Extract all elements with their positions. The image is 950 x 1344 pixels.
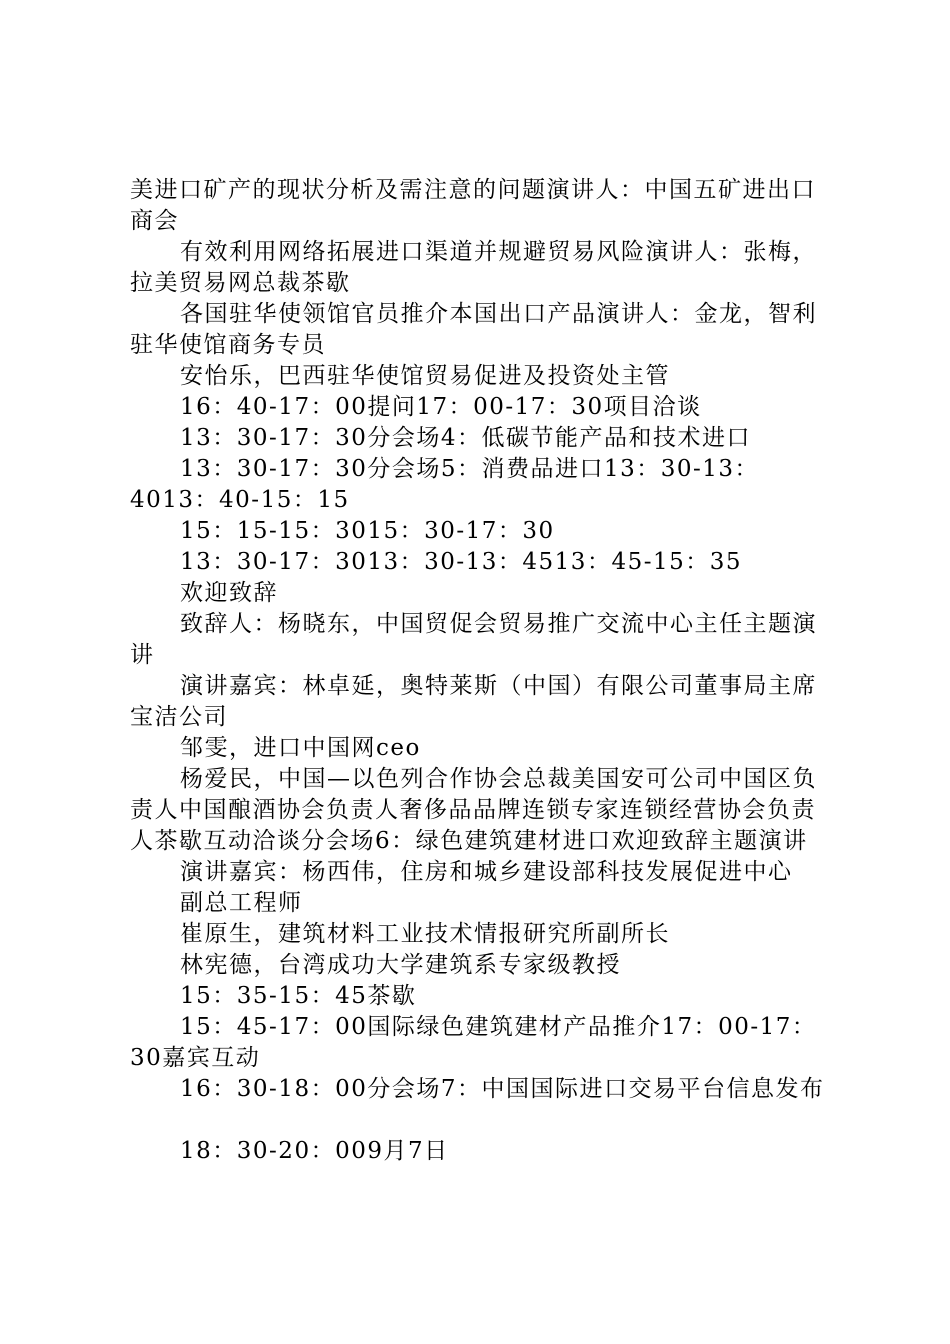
- paragraph: 15：15-15：3015：30-17：30: [180, 518, 555, 544]
- paragraph: 演讲嘉宾：杨西伟，住房和城乡建设部科技发展促进中心: [180, 859, 793, 885]
- paragraph: 16：30-18：00分会场7：中国国际进口交易平台信息发布: [180, 1076, 825, 1102]
- paragraph: 15：35-15：45茶歇: [180, 983, 417, 1009]
- paragraph: 有效利用网络拓展进口渠道并规避贸易风险演讲人：张梅，拉美贸易网总裁茶歇: [130, 239, 817, 296]
- paragraph: 13：30-17：30分会场4：低碳节能产品和技术进口: [180, 425, 751, 451]
- paragraph: 杨爱民，中国—以色列合作协会总裁美国安可公司中国区负责人中国酿酒协会负责人奢侈品品牌连锁专家连锁经营协会负责人茶歇互动洽谈分会场6：绿色建筑建材进口欢迎致辞主题演讲: [130, 766, 817, 854]
- paragraph: 18：30-20：009月7日: [180, 1138, 449, 1164]
- paragraph: 安怡乐，巴西驻华使馆贸易促进及投资处主管: [180, 363, 670, 389]
- paragraph: 16：40-17：00提问17：00-17：30项目洽谈: [180, 394, 702, 420]
- paragraph: 美进口矿产的现状分析及需注意的问题演讲人：中国五矿进出口商会: [130, 177, 816, 234]
- paragraph: 邹雯，进口中国网ceo: [180, 735, 421, 761]
- paragraph: 欢迎致辞: [180, 580, 278, 606]
- document-page: [130, 175, 830, 1167]
- paragraph: 林宪德，台湾成功大学建筑系专家级教授: [180, 952, 621, 978]
- paragraph: 13：30-17：30分会场5：消费品进口13：30-13：4013：40-15：15: [130, 456, 760, 513]
- paragraph: 13：30-17：3013：30-13：4513：45-15：35: [180, 549, 743, 575]
- paragraph: 副总工程师: [180, 890, 303, 916]
- paragraph: 各国驻华使领馆官员推介本国出口产品演讲人：金龙，智利驻华使馆商务专员: [130, 301, 817, 358]
- paragraph: 致辞人：杨晓东，中国贸促会贸易推广交流中心主任主题演讲: [130, 611, 817, 668]
- paragraph: 15：45-17：00国际绿色建筑建材产品推介17：00-17：30嘉宾互动: [130, 1014, 817, 1071]
- paragraph: 演讲嘉宾：林卓延，奥特莱斯（中国）有限公司董事局主席宝洁公司: [130, 673, 817, 730]
- paragraph: 崔原生，建筑材料工业技术情报研究所副所长: [180, 921, 670, 947]
